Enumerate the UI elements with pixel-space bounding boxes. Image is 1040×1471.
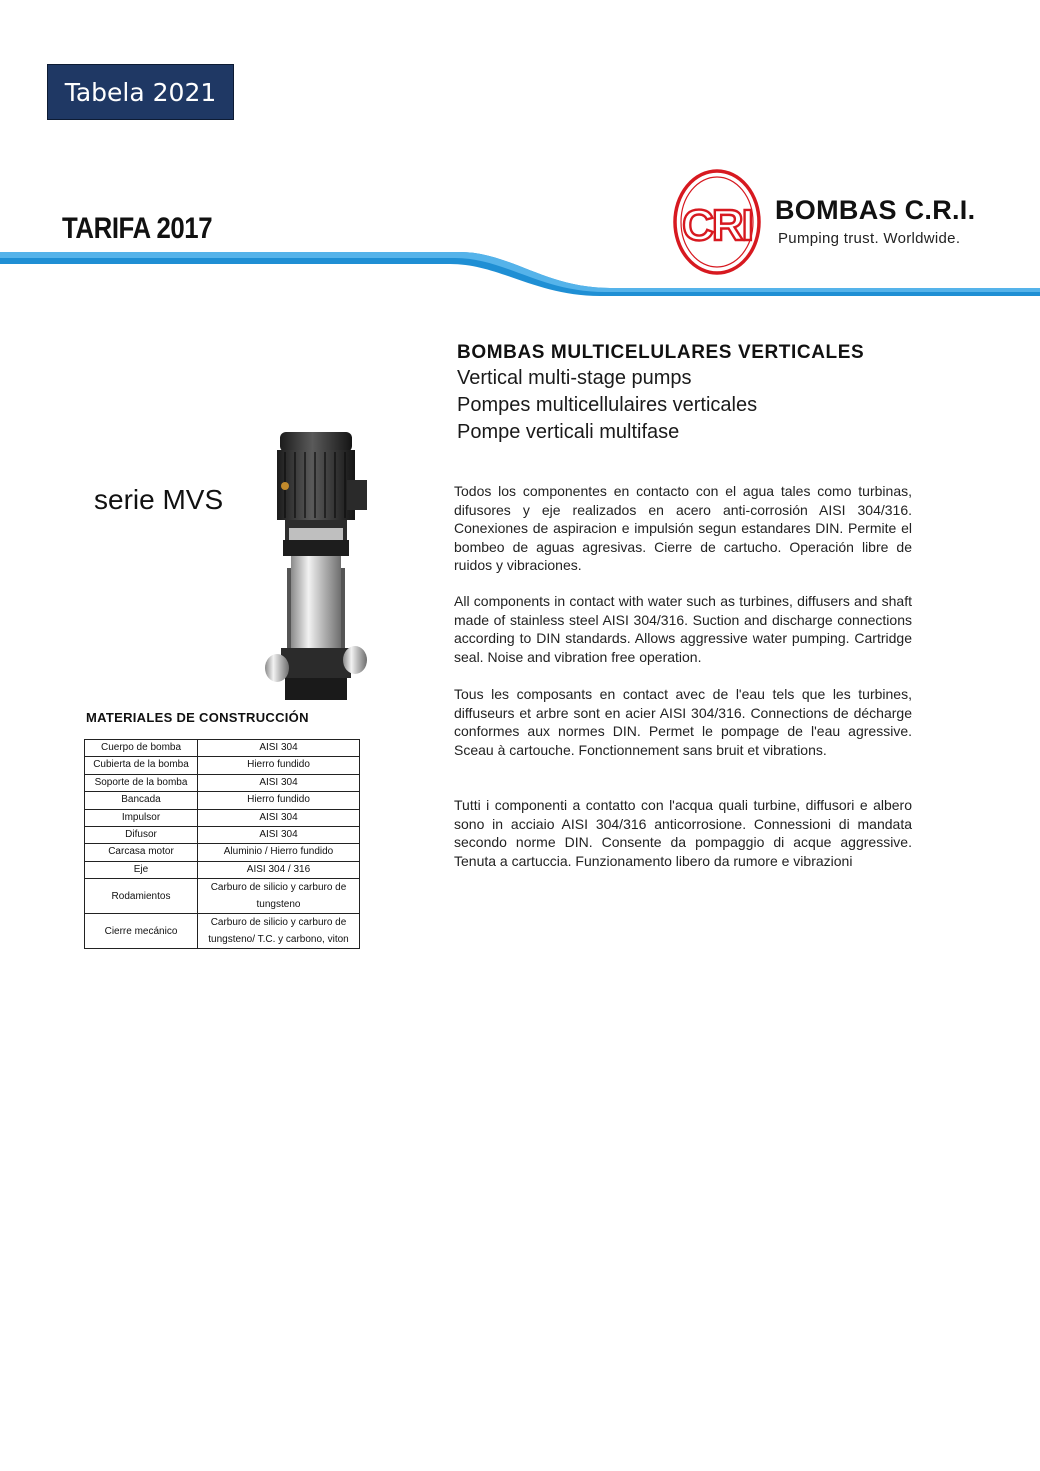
table-row [85, 740, 360, 757]
table-cell-material: AISI 304 [198, 740, 360, 757]
table-cell-material: Hierro fundido [198, 792, 360, 809]
table-cell-part: Soporte de la bomba [85, 774, 198, 791]
table-cell-material: Carburo de silicio y carburo de tungsteno/ T.C. y carbono, viton [198, 914, 360, 949]
heading-italian: Pompe verticali multifase [457, 421, 680, 443]
table-cell-part: Rodamientos [85, 879, 198, 914]
table-cell-material: Hierro fundido [198, 757, 360, 774]
tabela-badge-text: Tabela 2021 [64, 77, 217, 107]
description-italian: Tutti i componenti a contatto con l'acqua quali turbine, diffusori e albero sono in acciaio AISI 304/316 anticorrosione. Connessioni di mandata secondo norme DIN. Consente da pompaggio di acque aggressive. Tenuta a cartuccia. Funzionamento libero da rumore e vibrazioni [454, 797, 912, 869]
table-cell-part: Cierre mecánico [85, 914, 198, 949]
table-cell-material: AISI 304 [198, 809, 360, 826]
brand-tagline: Pumping trust. Worldwide. [778, 230, 961, 247]
table-cell-material: Aluminio / Hierro fundido [198, 844, 360, 861]
table-row [85, 861, 360, 878]
brand-name: BOMBAS C.R.I. [775, 195, 976, 225]
table-cell-part: Cuerpo de bomba [85, 740, 198, 757]
cri-logo-icon [672, 168, 762, 276]
table-row [85, 809, 360, 826]
heading-english: Vertical multi-stage pumps [457, 367, 692, 389]
table-cell-part: Impulsor [85, 809, 198, 826]
description-french: Tous les composants en contact avec de l'eau tels que les turbines, diffuseurs et arbre sont en acier AISI 304/316. Connections de décharge conformes aux normes DIN. Permet le pompage de l'eau agressive. Sceau à cartouche. Fonctionnement sans bruit et vibrations. [454, 686, 912, 758]
heading-french: Pompes multicellulaires verticales [457, 394, 758, 416]
table-row [85, 774, 360, 791]
table-cell-material: AISI 304 [198, 827, 360, 844]
table-row [85, 792, 360, 809]
table-row [85, 879, 360, 914]
heading-spanish: BOMBAS MULTICELULARES VERTICALES [457, 342, 865, 363]
tabela-badge [47, 64, 234, 120]
description-english: All components in contact with water such as turbines, diffusers and shaft made of stainless steel AISI 304/316. Suction and discharge connections according to DIN standards. Allows aggressive water pumping. Cartridge seal. Noise and vibration free operation. [454, 593, 912, 665]
tarifa-title: TARIFA 2017 [62, 212, 213, 245]
table-row [85, 827, 360, 844]
materials-table [84, 739, 360, 949]
table-row [85, 757, 360, 774]
table-cell-material: Carburo de silicio y carburo de tungsteno [198, 879, 360, 914]
table-row [85, 844, 360, 861]
table-cell-part: Eje [85, 861, 198, 878]
table-cell-part: Bancada [85, 792, 198, 809]
series-label: serie MVS [94, 484, 224, 515]
table-cell-part: Carcasa motor [85, 844, 198, 861]
table-cell-material: AISI 304 / 316 [198, 861, 360, 878]
table-cell-material: AISI 304 [198, 774, 360, 791]
table-cell-part: Difusor [85, 827, 198, 844]
description-spanish: Todos los componentes en contacto con el agua tales como turbinas, difusores y eje realizados en acero anti-corrosión AISI 304/316. Conexiones de aspiracion e impulsión segun estandares DIN. Permite el bombeo de aguas agresivas. Cierre de cartucho. Operación libre de ruidos y vibraciones. [454, 483, 912, 573]
svg-text:CRI: CRI [682, 201, 752, 250]
table-cell-part: Cubierta de la bomba [85, 757, 198, 774]
vertical-pump-image [255, 428, 375, 708]
materials-heading: MATERIALES DE CONSTRUCCIÓN [86, 710, 309, 725]
table-row [85, 914, 360, 949]
